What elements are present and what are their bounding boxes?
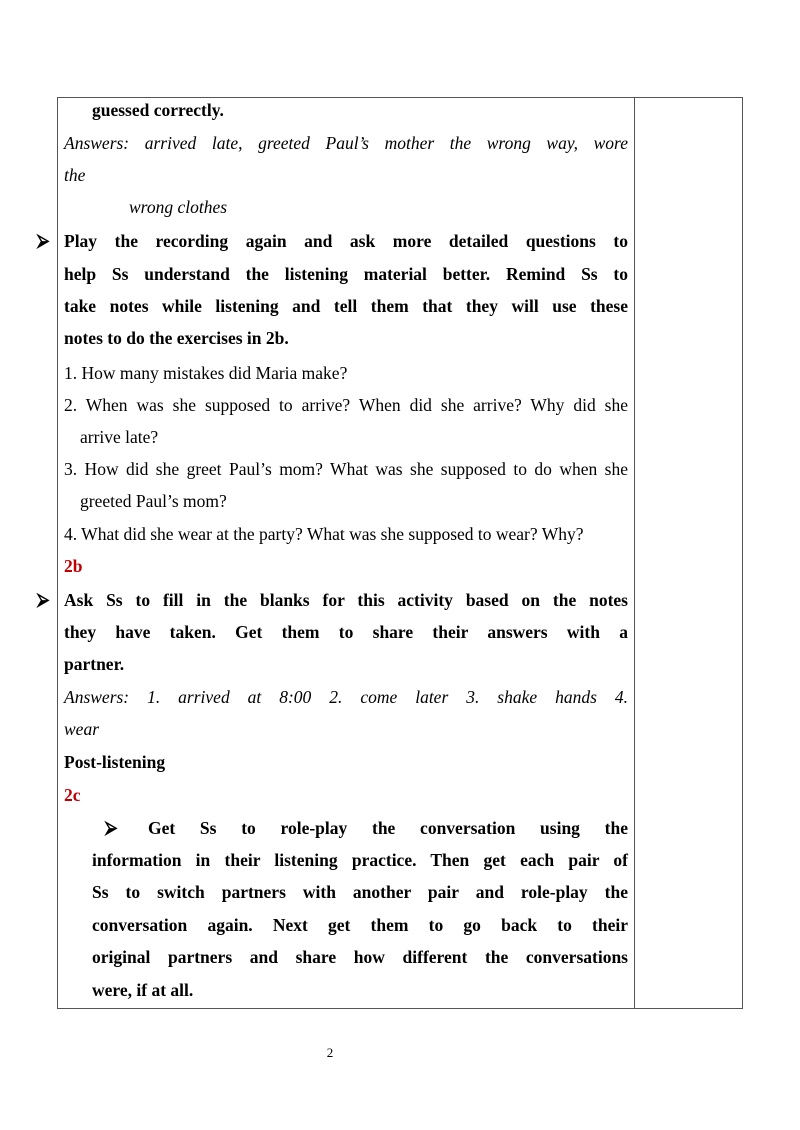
answers-line-cont: wrong clothes	[129, 197, 228, 217]
question-line: 1. How many mistakes did Maria make?	[64, 363, 348, 383]
answers-line: Answers: 1. arrived at 8:00 2. come later 3. shake hands 4.	[64, 687, 628, 707]
question-line: 4. What did she wear at the party? What was she supposed to wear? Why?	[64, 524, 584, 544]
section-heading-post-listening: Post-listening	[64, 752, 166, 772]
instruction-line: information in their listening practice. Then get each pair of	[92, 850, 628, 870]
question-line: 3. How did she greet Paul’s mom? What was she supposed to do when she	[64, 459, 628, 479]
section-heading-2c: 2c	[64, 785, 81, 805]
answers-line: Answers: arrived late, greeted Paul’s mother the wrong way, wore	[64, 133, 628, 153]
instruction-line: take notes while listening and tell them that they will use these	[64, 296, 628, 316]
question-line: 2. When was she supposed to arrive? When did she arrive? Why did she	[64, 395, 628, 415]
instruction-line: notes to do the exercises in 2b.	[64, 328, 289, 348]
instruction-line: Ask Ss to fill in the blanks for this activity based on the notes	[64, 590, 628, 610]
instruction-line: conversation again. Next get them to go back to their	[92, 915, 628, 935]
instruction-line: original partners and share how different the conversations	[92, 947, 628, 967]
arrow-bullet-icon: ⮚	[37, 231, 50, 250]
question-line-cont: greeted Paul’s mom?	[80, 491, 227, 511]
instruction-line: Ss to switch partners with another pair and role-play the	[92, 882, 628, 902]
arrow-bullet-icon: ⮚	[105, 818, 118, 837]
text-line: guessed correctly.	[92, 100, 224, 120]
answers-line-cont: the	[64, 165, 86, 185]
section-heading-2b: 2b	[64, 556, 83, 576]
arrow-bullet-icon: ⮚	[37, 590, 50, 609]
page-number: 2	[326, 1045, 334, 1060]
instruction-line: help Ss understand the listening material better. Remind Ss to	[64, 264, 628, 284]
question-line-cont: arrive late?	[80, 427, 159, 447]
instruction-line: partner.	[64, 654, 125, 674]
table-column-divider	[634, 97, 635, 1009]
instruction-line: Play the recording again and ask more detailed questions to	[64, 231, 628, 251]
instruction-line: were, if at all.	[92, 980, 194, 1000]
instruction-line: Get Ss to role-play the conversation using the	[148, 818, 628, 838]
instruction-line: they have taken. Get them to share their answers with a	[64, 622, 628, 642]
answers-line-cont: wear	[64, 719, 99, 739]
